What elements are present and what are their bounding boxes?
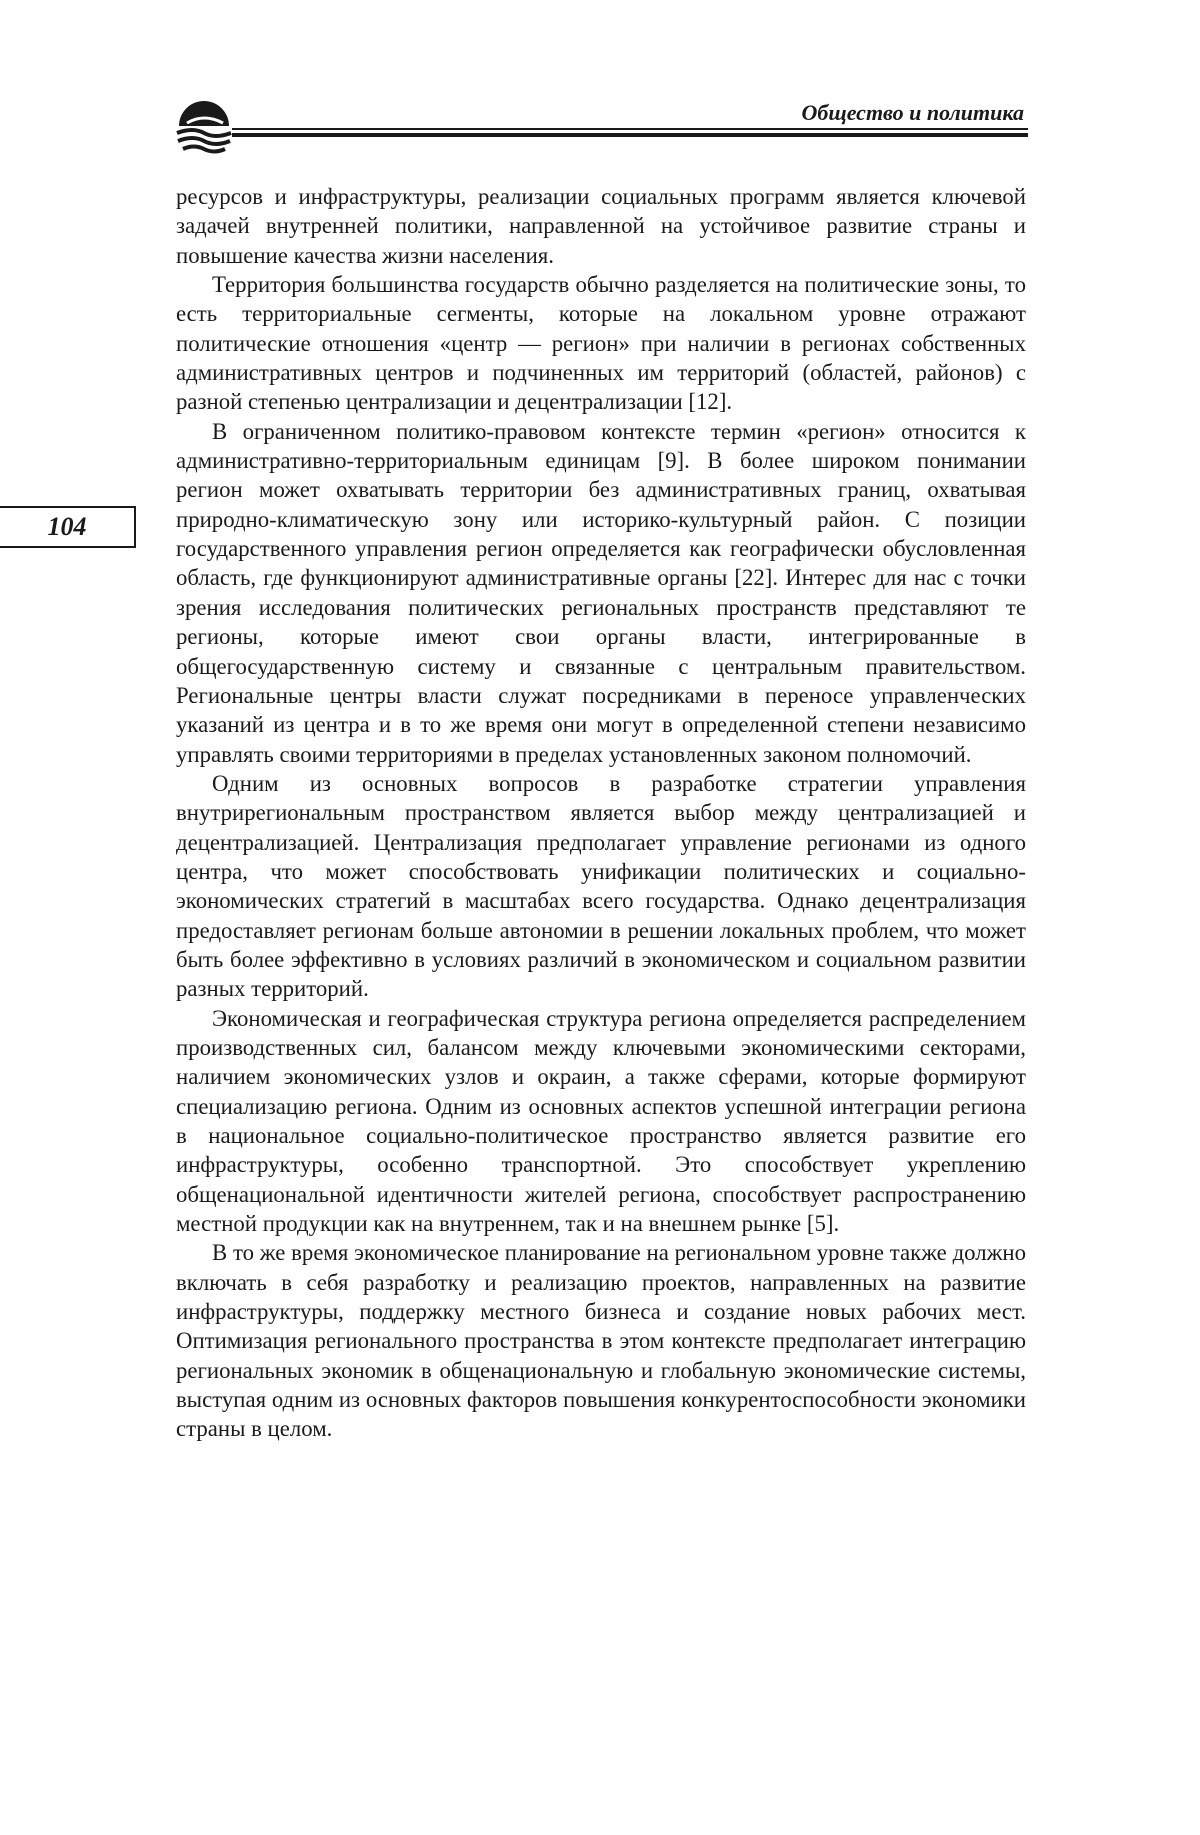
- page-number-box: [0, 506, 136, 548]
- page-number: 104: [47, 512, 87, 541]
- paragraph-5: Экономическая и географическая структура региона определяется распределением производственных сил, балансом между ключевыми экономическими секторами, наличием экономических узлов и окраин, а также сферами, которые формируют специализацию региона. Одним из основных аспектов успешной интеграции региона в национальное социально-политическое пространство является развитие его инфраструктуры, особенно транспортной. Это способствует укреплению общенациональной идентичности жителей региона, способствует распространению местной продукции как на внутреннем, так и на внешнем рынке [5].: [176, 1005, 1026, 1237]
- paragraph-4: Одним из основных вопросов в разработке стратегии управления внутрирегиональным пространством является выбор между централизацией и децентрализацией. Централизация предполагает управление регионами из одного центра, что может способствовать унификации политических и социально-экономических стратегий в масштабах всего государства. Однако децентрализация предоставляет регионам больше автономии в решении локальных проблем, что может быть более эффективно в условиях различий в экономическом и социальном развитии разных территорий.: [176, 770, 1026, 1002]
- body-text: [176, 182, 1026, 1444]
- header-rule-thin: [232, 128, 1028, 130]
- paragraph-2: Территория большинства государств обычно разделяется на политические зоны, то есть территориальные сегменты, которые на локальном уровне отражают политические отношения «центр — регион» при наличии в регионах собственных административных центров и подчиненных им территорий (областей, районов) с разной степенью централизации и децентрализации [12].: [176, 272, 1026, 415]
- paragraph-3: В ограниченном политико-правовом контексте термин «регион» относится к административно-территориальным единицам [9]. В более широком понимании регион может охватывать территории без административных границ, охватывая природно-климатическую зону или историко-культурный район. С позиции государственного управления регион определяется как географически обусловленная область, где функционируют административные органы [22]. Интерес для нас с точки зрения исследования политических региональных пространств представляют те регионы, которые имеют свои органы власти, интегрированные в общегосударственную систему и связанные с центральным правительством. Региональные центры власти служат посредниками в переносе управленческих указаний из центра и в то же время они могут в определенной степени независимо управлять своими территориями в пределах установленных законом полномочий.: [176, 418, 1026, 767]
- paragraph-6: В то же время экономическое планирование на региональном уровне также должно включать в себя разработку и реализацию проектов, направленных на развитие инфраструктуры, поддержку местного бизнеса и создание новых рабочих мест. Оптимизация регионального пространства в этом контексте предполагает интеграцию региональных экономик в общенациональную и глобальную экономические системы, выступая одним из основных факторов повышения конкурентоспособности экономики страны в целом.: [176, 1240, 1026, 1442]
- header-rule-thick: [232, 133, 1028, 137]
- running-title: Общество и политика: [801, 100, 1024, 125]
- paragraph-1: ресурсов и инфраструктуры, реализации социальных программ является ключевой задачей внутренней политики, направленной на устойчивое развитие страны и повышение качества жизни населения.: [176, 184, 1026, 268]
- wave-globe-logo-icon: [171, 96, 237, 162]
